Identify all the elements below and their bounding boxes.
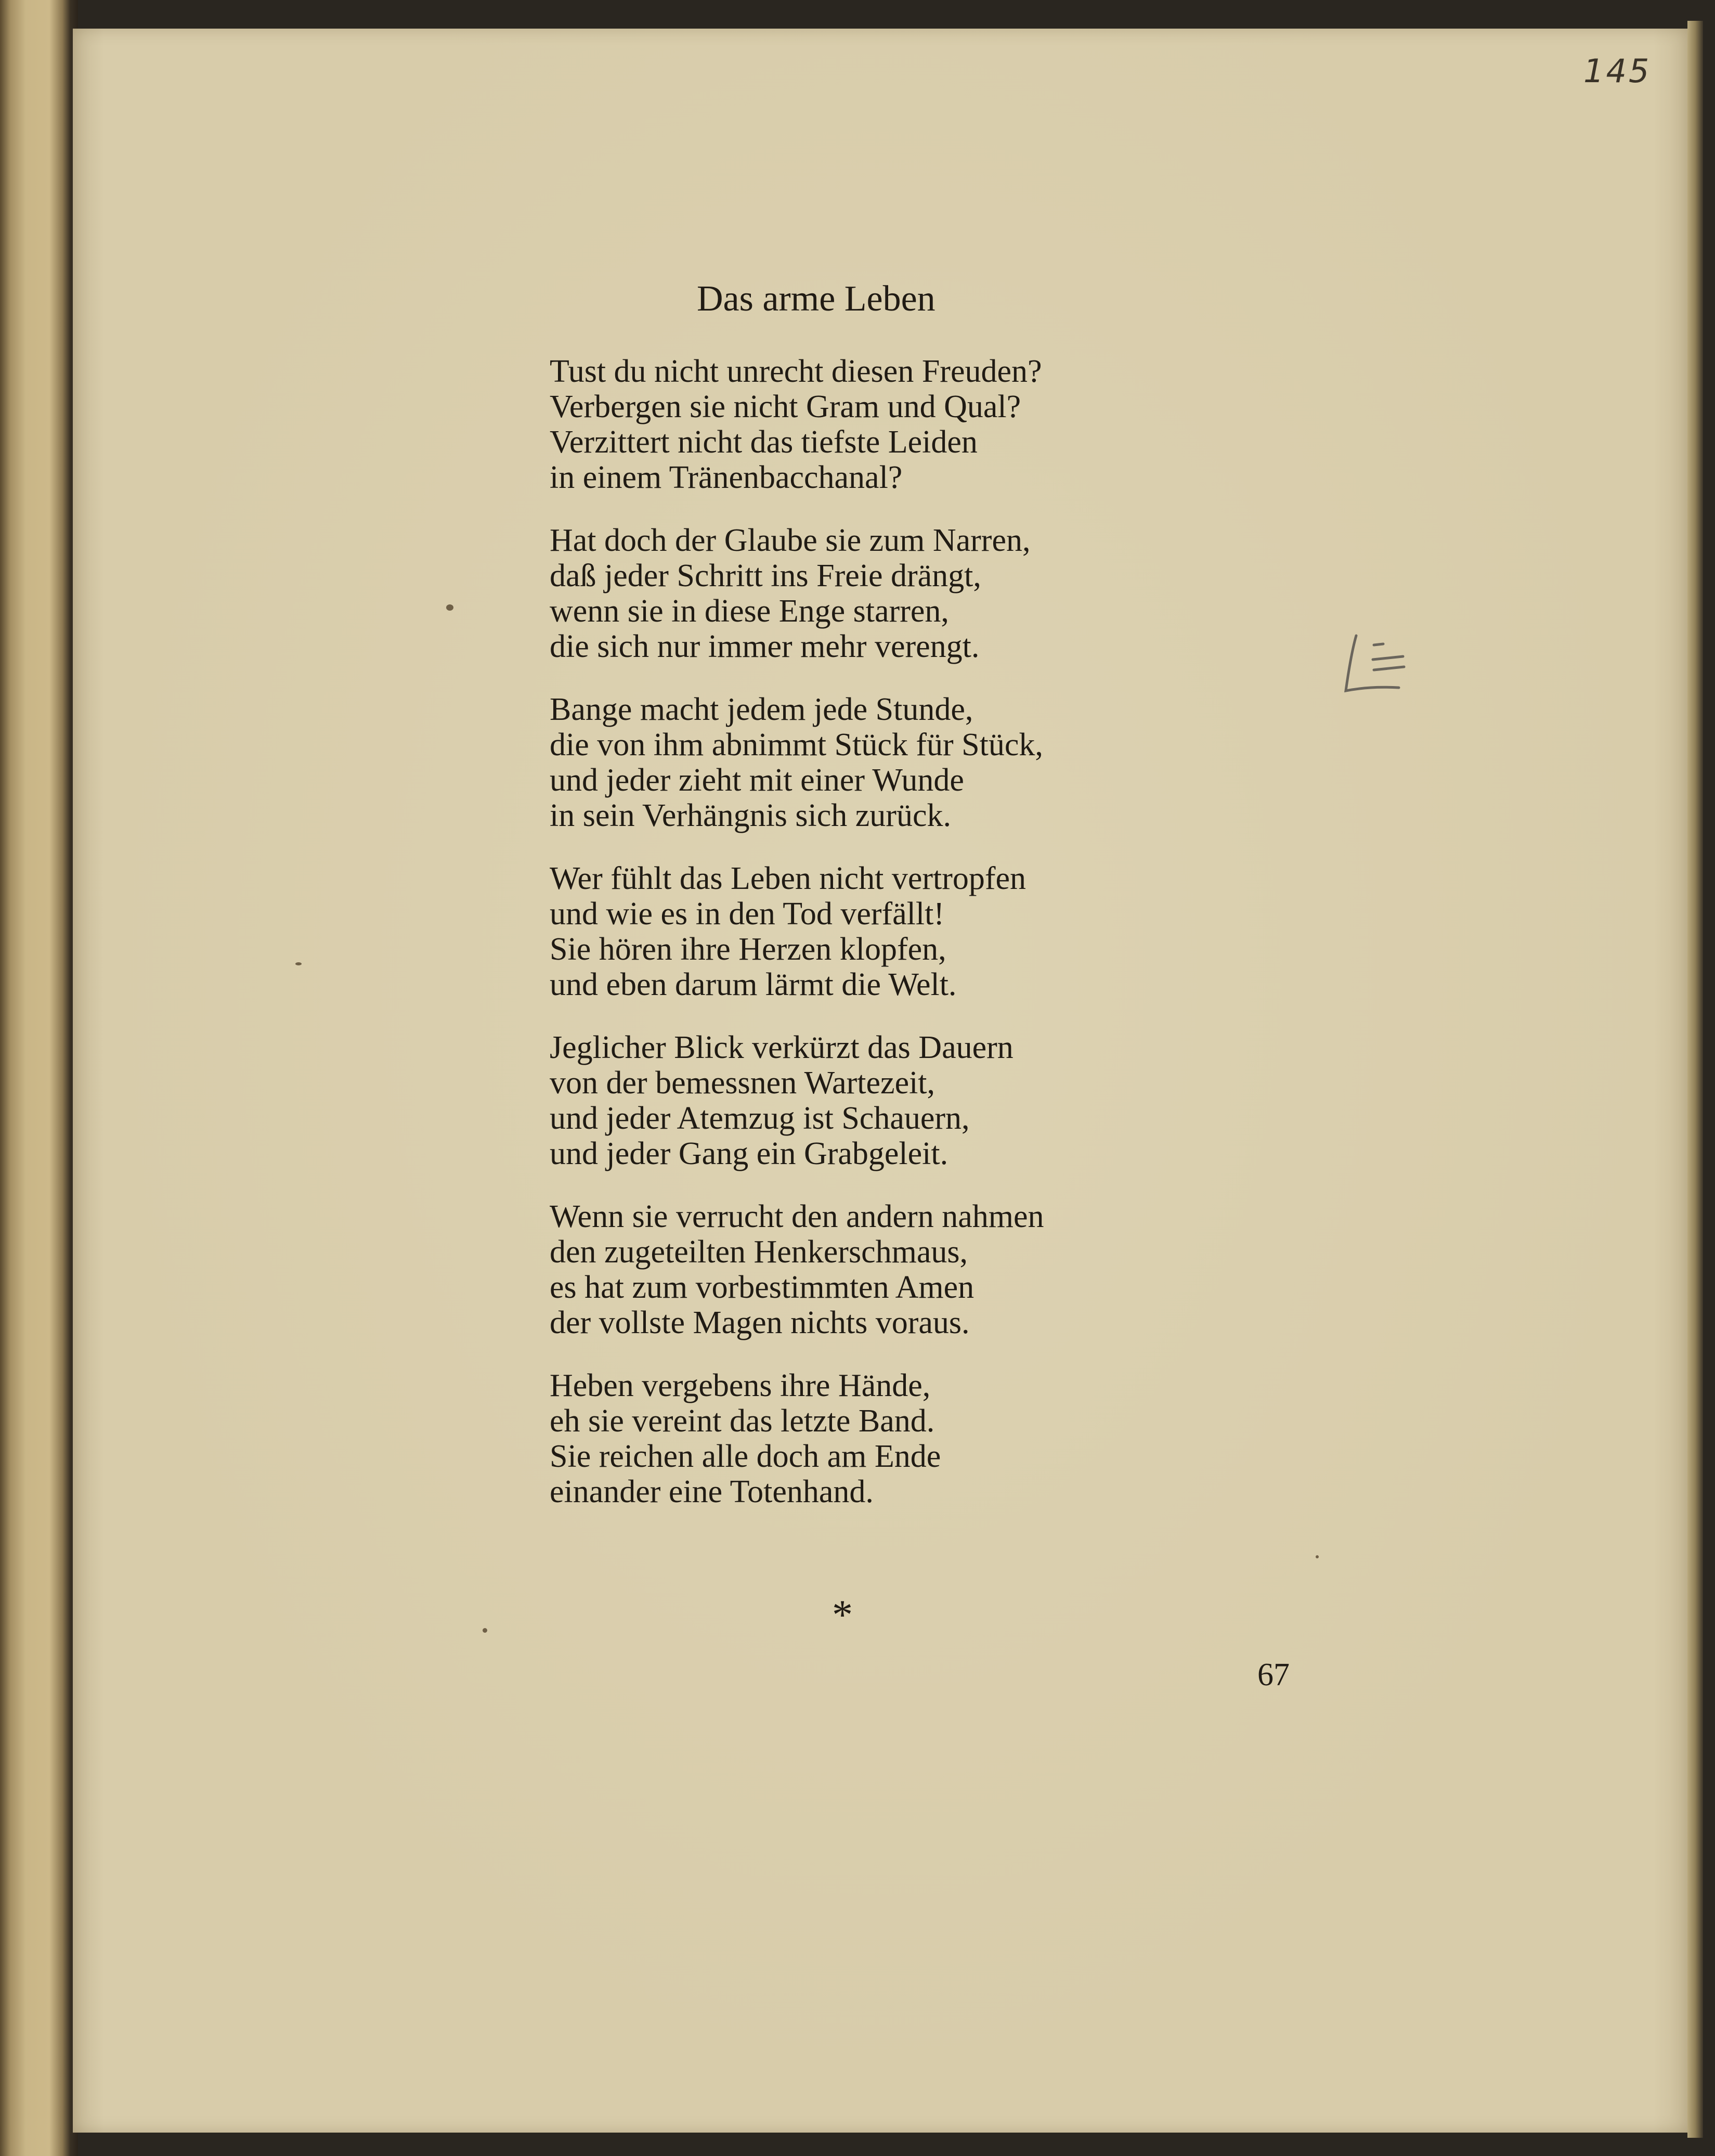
handwritten-folio-number: 145 (1583, 52, 1652, 90)
poem-line: in sein Verhängnis sich zurück. (550, 798, 951, 833)
poem-line: Heben vergebens ihre Hände, (550, 1368, 931, 1403)
poem-line: und eben darum lärmt die Welt. (550, 967, 957, 1002)
poem-line: der vollste Magen nichts voraus. (550, 1305, 970, 1340)
poem-line: die sich nur immer mehr verengt. (550, 629, 980, 664)
poem-line: Sie reichen alle doch am Ende (550, 1439, 941, 1474)
paper-speck (295, 962, 302, 965)
poem-stanza (550, 1199, 1148, 1340)
poem-line: den zugeteilten Henkerschmaus, (550, 1234, 968, 1270)
poem-line: Verbergen sie nicht Gram und Qual? (550, 389, 1021, 424)
poem-line: Verzittert nicht das tiefste Leiden (550, 424, 978, 460)
poem-stanza (550, 523, 1148, 664)
poem-stanza (550, 354, 1148, 495)
poem-line: wenn sie in diese Enge starren, (550, 593, 949, 629)
poem-stanza (550, 1030, 1148, 1171)
poem-line: und wie es in den Tod verfällt! (550, 896, 944, 932)
poem-line: Bange macht jedem jede Stunde, (550, 692, 973, 727)
poem-stanza (550, 1368, 1148, 1509)
section-asterisk: * (832, 1592, 853, 1638)
poem-line: und jeder Atemzug ist Schauern, (550, 1101, 970, 1136)
binding-page-edges (0, 0, 78, 2156)
poem-line: Sie hören ihre Herzen klopfen, (550, 932, 946, 967)
poem-line: und jeder zieht mit einer Wunde (550, 763, 964, 798)
right-page-edge (1687, 21, 1703, 2138)
poem-title: Das arme Leben (697, 279, 936, 319)
poem-line: einander eine Totenhand. (550, 1474, 874, 1509)
poem-line: von der bemessnen Wartezeit, (550, 1065, 936, 1101)
poem-body (550, 354, 1148, 1537)
poem-line: und jeder Gang ein Grabgeleit. (550, 1136, 949, 1171)
paper-speck (483, 1628, 487, 1633)
page-number: 67 (1257, 1657, 1290, 1693)
poem-line: Jeglicher Blick verkürzt das Dauern (550, 1030, 1014, 1065)
poem-stanza (550, 692, 1148, 833)
paper-speck (446, 604, 453, 611)
poem-line: Hat doch der Glaube sie zum Narren, (550, 523, 1031, 558)
poem-line: Wenn sie verrucht den andern nahmen (550, 1199, 1044, 1234)
poem-line: Tust du nicht unrecht diesen Freuden? (550, 354, 1042, 389)
poem-stanza (550, 861, 1148, 1002)
poem-line: Wer fühlt das Leben nicht vertropfen (550, 861, 1027, 896)
pencil-margin-mark (1342, 629, 1425, 702)
poem-line: eh sie vereint das letzte Band. (550, 1403, 935, 1439)
poem-line: die von ihm abnimmt Stück für Stück, (550, 727, 1043, 763)
poem-line: in einem Tränenbacchanal? (550, 460, 903, 495)
paper-speck (1316, 1555, 1319, 1558)
poem-line: daß jeder Schritt ins Freie drängt, (550, 558, 981, 593)
poem-line: es hat zum vorbestimmten Amen (550, 1270, 975, 1305)
